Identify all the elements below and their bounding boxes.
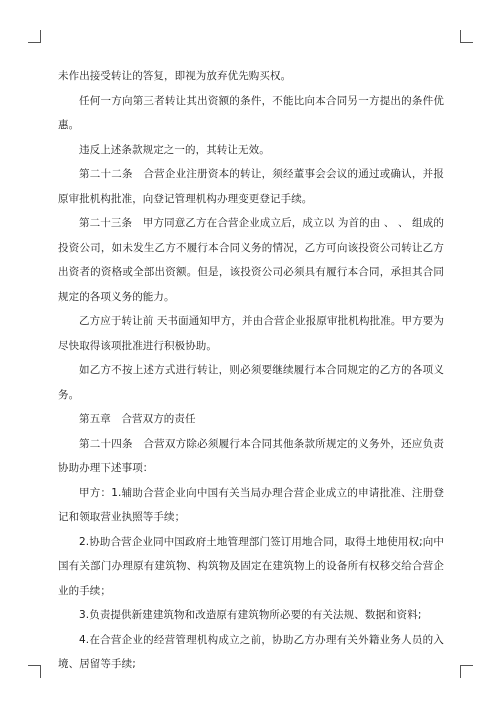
- paragraph: 违反上述条款规定之一的，其转让无效。: [79, 143, 270, 156]
- list-item: 4.在合营企业的经营管理机构成立之前，协助乙方办理有关外籍业务人员的入境、居留等手续;: [58, 633, 444, 670]
- crop-mark-top-right: [460, 30, 473, 43]
- article-22: 第二十二条 合营企业注册资本的转让，须经董事会会议的通过或确认，并报原审批机构批准，向登记管理机构办理变更登记手续。: [58, 168, 444, 205]
- crop-mark-bottom-right: [460, 665, 473, 678]
- article-24: 第二十四条 合营双方除必须履行本合同其他条款所规定的义务外，还应负责协助办理下述事项：: [58, 437, 444, 474]
- list-item: 甲方：1.辅助合营企业向中国有关当局办理合营企业成立的申请批准、注册登记和领取营业执照等手续；: [58, 486, 444, 523]
- article-23: 第二十三条 甲方同意乙方在合营企业成立后，成立以 为首的由 、 、 组成的投资公司，如未发生乙方不履行本合同义务的情况，乙方可向该投资公司转让乙方出资者的资格或全部出资额。但是，该投资公司必须具有履行本合同，承担其合同规定的各项义务的能力。: [58, 217, 444, 303]
- crop-mark-top-left: [28, 30, 41, 43]
- list-item: 2.协助合营企业同中国政府土地管理部门签订用地合同，取得土地使用权;向中国有关部门办理原有建筑物、构筑物及固定在建筑物上的设备所有权移交给合营企业的手续；: [58, 535, 444, 597]
- document-body: [58, 64, 444, 677]
- list-item: 3.负责提供新建建筑物和改造原有建筑物所必要的有关法规、数据和资料;: [79, 609, 422, 621]
- paragraph: 乙方应于转让前 天书面通知甲方，并由合营企业报原审批机构批准。甲方要为尽快取得该项批准进行积极协助。: [58, 315, 444, 352]
- crop-mark-bottom-left: [28, 665, 41, 678]
- paragraph: 任何一方向第三者转让其出资额的条件，不能比向本合同另一方提出的条件优惠。: [58, 94, 444, 131]
- paragraph: 如乙方不按上述方式进行转让，则必须要继续履行本合同规定的乙方的各项义务。: [58, 364, 444, 401]
- chapter-heading: 第五章 合营双方的责任: [79, 413, 196, 425]
- paragraph: 未作出接受转让的答复，即视为放弃优先购买权。: [58, 70, 292, 82]
